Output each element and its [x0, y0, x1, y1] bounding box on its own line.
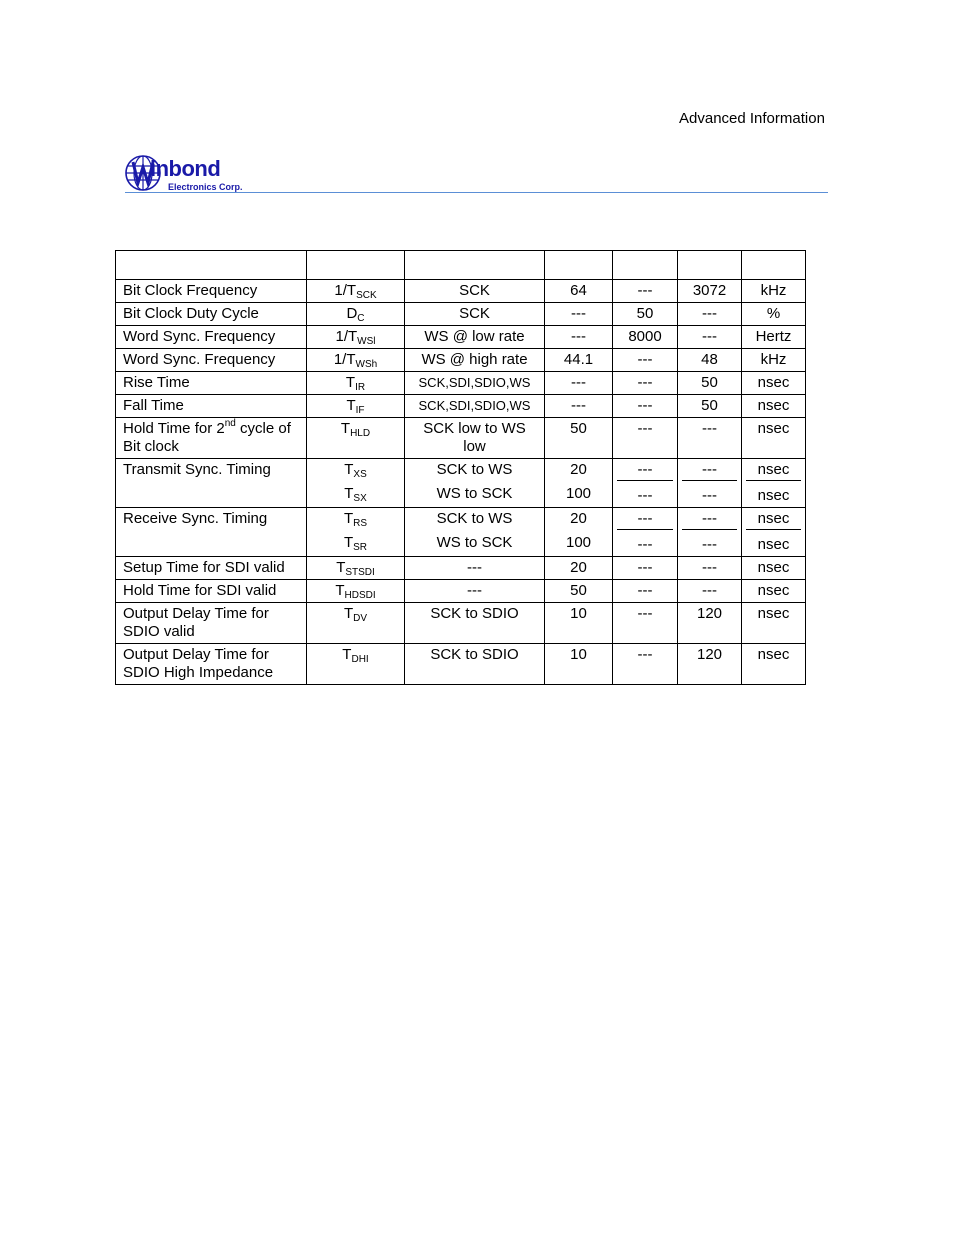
param-symbol: $T_{HDSDI}$ — [307, 580, 405, 603]
table-row — [116, 644, 806, 685]
table-row — [116, 603, 806, 644]
param-min: 64 — [545, 280, 613, 303]
param-typ: --- — [613, 557, 678, 580]
param-name: Output Delay Time for SDIO High Impedance — [116, 644, 307, 685]
param-unit: kHz — [742, 280, 806, 303]
param-condition: SCK to WS WS to SCK — [405, 459, 545, 508]
param-min: --- — [545, 303, 613, 326]
param-max: 120 — [678, 644, 742, 685]
advanced-information-label: Advanced Information — [679, 110, 825, 127]
param-symbol: $T_{DV}$ — [307, 603, 405, 644]
logo-subtitle: Electronics Corp. — [168, 182, 243, 192]
table-row — [116, 580, 806, 603]
param-symbol: $1/T_{SCK}$ — [307, 280, 405, 303]
param-max: 3072 — [678, 280, 742, 303]
param-min: 20 — [545, 557, 613, 580]
header-cell-unit — [742, 251, 806, 280]
param-unit: nsec — [742, 418, 806, 459]
param-name: Output Delay Time for SDIO valid — [116, 603, 307, 644]
param-condition: SCK,SDI,SDIO,WS — [405, 372, 545, 395]
param-min: --- — [545, 395, 613, 418]
param-unit: nsec — [742, 644, 806, 685]
param-min: 20 100 — [545, 508, 613, 557]
param-unit: nsec — [742, 372, 806, 395]
param-max: 120 — [678, 603, 742, 644]
param-unit: Hertz — [742, 326, 806, 349]
param-condition: SCK,SDI,SDIO,WS — [405, 395, 545, 418]
table-row — [116, 508, 806, 557]
param-min: 10 — [545, 644, 613, 685]
header-cell-max — [678, 251, 742, 280]
header-cell-typ — [613, 251, 678, 280]
param-min: 50 — [545, 580, 613, 603]
table-row — [116, 372, 806, 395]
param-name: Word Sync. Frequency — [116, 326, 307, 349]
header-cell-condition — [405, 251, 545, 280]
param-symbol — [307, 459, 405, 508]
param-condition: SCK low to WS low — [405, 418, 545, 459]
param-condition: SCK to SDIO — [405, 603, 545, 644]
param-condition: SCK — [405, 280, 545, 303]
param-unit: nsec — [742, 580, 806, 603]
table-row — [116, 557, 806, 580]
param-max: 48 — [678, 349, 742, 372]
param-symbol: $T_{STSDI}$ — [307, 557, 405, 580]
param-max: --- — [678, 580, 742, 603]
param-typ: --- — [613, 349, 678, 372]
table-row — [116, 459, 806, 508]
param-typ: --- --- — [613, 459, 678, 508]
param-min: --- — [545, 372, 613, 395]
param-symbol: $1/T_{WSh}$ — [307, 349, 405, 372]
param-condition: --- — [405, 557, 545, 580]
logo-brand-text: inbond — [150, 156, 221, 181]
param-max: --- — [678, 418, 742, 459]
param-symbol: $1/T_{WSl}$ — [307, 326, 405, 349]
param-max: --- --- — [678, 459, 742, 508]
param-max: 50 — [678, 372, 742, 395]
param-symbol: $D_C$ — [307, 303, 405, 326]
param-condition: SCK — [405, 303, 545, 326]
table-row — [116, 303, 806, 326]
param-name: Fall Time — [116, 395, 307, 418]
header-cell-min — [545, 251, 613, 280]
param-min: 50 — [545, 418, 613, 459]
param-symbol: $T_{IF}$ — [307, 395, 405, 418]
param-name: Bit Clock Duty Cycle — [116, 303, 307, 326]
param-max: --- — [678, 326, 742, 349]
header-rule — [125, 192, 828, 193]
param-unit: nsec — [742, 603, 806, 644]
param-min: 44.1 — [545, 349, 613, 372]
param-max: --- — [678, 557, 742, 580]
table-row — [116, 349, 806, 372]
param-typ: 8000 — [613, 326, 678, 349]
symbol-line-2: $T_{SR}$ — [343, 534, 368, 553]
param-typ: --- — [613, 580, 678, 603]
symbol-line-1: $T_{XS}$ — [344, 461, 367, 480]
table-header-row — [116, 251, 806, 280]
symbol-line-1: $T_{RS}$ — [343, 510, 368, 529]
param-typ: --- — [613, 418, 678, 459]
param-name: Receive Sync. Timing — [116, 508, 307, 557]
param-condition: WS @ high rate — [405, 349, 545, 372]
param-name: Setup Time for SDI valid — [116, 557, 307, 580]
param-symbol: $T_{HLD}$ — [307, 418, 405, 459]
param-unit: % — [742, 303, 806, 326]
param-unit: nsec — [742, 557, 806, 580]
param-max: 50 — [678, 395, 742, 418]
param-max: --- --- — [678, 508, 742, 557]
param-symbol: $T_{DHI}$ — [307, 644, 405, 685]
table-row — [116, 395, 806, 418]
table-row — [116, 418, 806, 459]
param-typ: --- — [613, 395, 678, 418]
param-min: 10 — [545, 603, 613, 644]
param-condition: SCK to WS WS to SCK — [405, 508, 545, 557]
param-unit: nsec nsec — [742, 459, 806, 508]
param-max: --- — [678, 303, 742, 326]
param-typ: --- — [613, 603, 678, 644]
param-typ: --- — [613, 372, 678, 395]
param-symbol — [307, 508, 405, 557]
timing-spec-table — [115, 250, 806, 685]
param-typ: --- — [613, 644, 678, 685]
param-name: Hold Time for 2nd cycle of Bit clock — [116, 418, 307, 459]
param-typ: --- — [613, 280, 678, 303]
param-unit: kHz — [742, 349, 806, 372]
param-typ: --- --- — [613, 508, 678, 557]
symbol-line-2: $T_{SX}$ — [344, 485, 367, 504]
param-name: Hold Time for SDI valid — [116, 580, 307, 603]
param-condition: SCK to SDIO — [405, 644, 545, 685]
param-min: 20 100 — [545, 459, 613, 508]
param-min: --- — [545, 326, 613, 349]
param-symbol: $T_{IR}$ — [307, 372, 405, 395]
param-unit: nsec nsec — [742, 508, 806, 557]
header-cell-parameter — [116, 251, 307, 280]
table-row — [116, 326, 806, 349]
param-name: Rise Time — [116, 372, 307, 395]
param-unit: nsec — [742, 395, 806, 418]
header-cell-symbol — [307, 251, 405, 280]
param-name: Word Sync. Frequency — [116, 349, 307, 372]
param-name: Bit Clock Frequency — [116, 280, 307, 303]
param-condition: WS @ low rate — [405, 326, 545, 349]
param-condition: --- — [405, 580, 545, 603]
param-typ: 50 — [613, 303, 678, 326]
table-row — [116, 280, 806, 303]
param-name: Transmit Sync. Timing — [116, 459, 307, 508]
